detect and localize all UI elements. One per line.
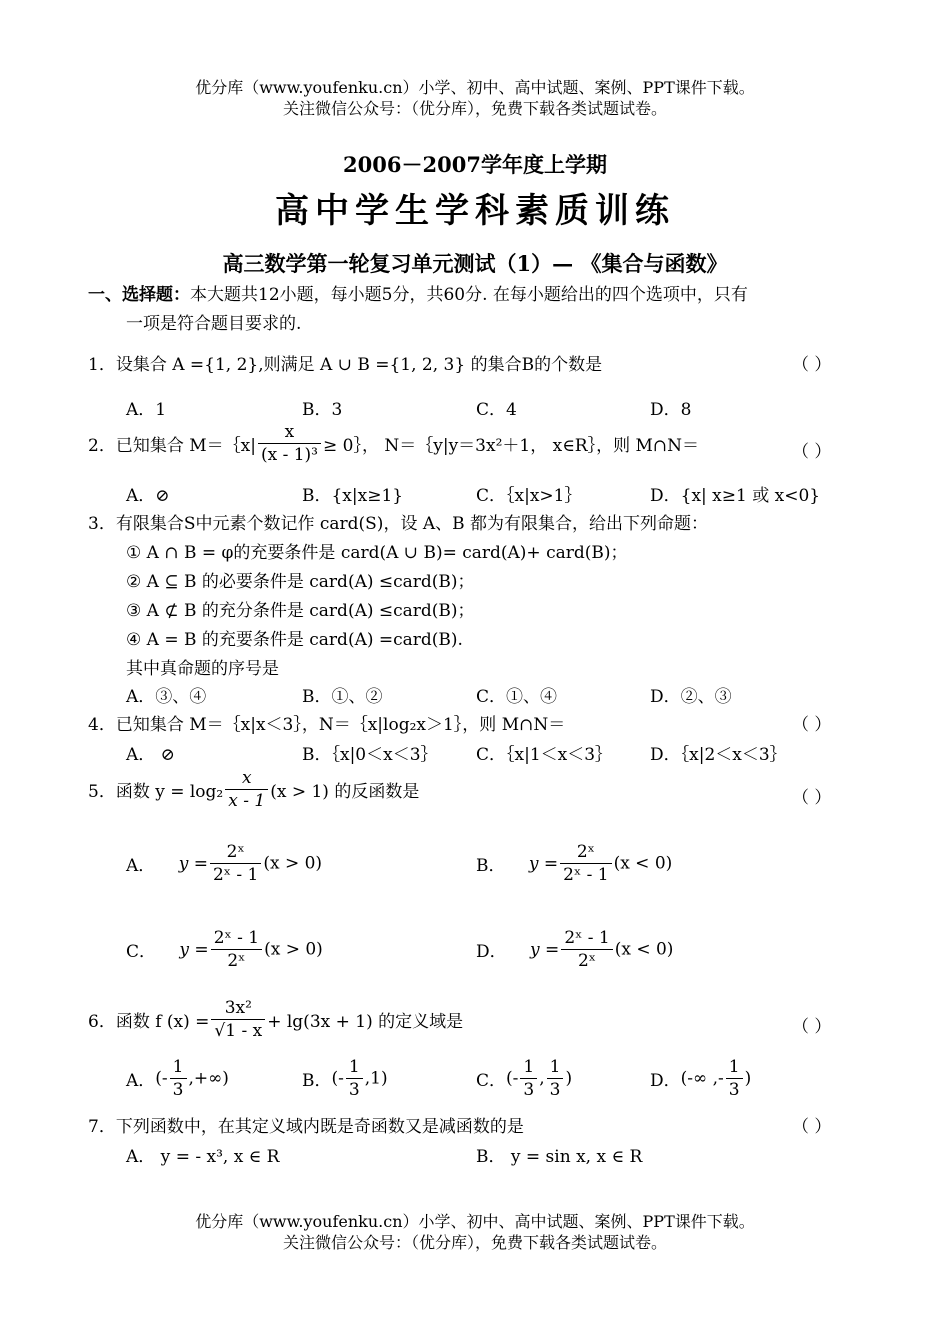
q7-answer-blank: （ ） [792, 1117, 832, 1137]
q1-option-c: C．4 [476, 400, 517, 420]
q4-option-a: A． ⊘ [126, 745, 175, 765]
q5-c-pre: y = [179, 939, 209, 960]
q5-b-den: 2ˣ - 1 [563, 865, 609, 885]
q5-d-post: (x < 0) [614, 939, 674, 960]
q5-stem [88, 767, 419, 812]
q3-option-b: B．①、② [302, 687, 383, 707]
q6-stem [88, 997, 463, 1042]
q5-d-fraction [561, 927, 612, 972]
q2-stem-post: ≥ 0｝， N＝｛y|y＝3x²＋1， x∈R｝，则 M∩N＝ [323, 436, 700, 456]
q6-d-pre: (-∞ ,- [680, 1068, 724, 1089]
q6-option-c [476, 1056, 572, 1101]
q6-option-d [650, 1056, 751, 1101]
q1-option-d: D．8 [650, 400, 692, 420]
q5-fraction [225, 767, 268, 812]
section-text-1: 本大题共12小题，每小题5分，共60分. 在每小题给出的四个选项中，只有 [190, 285, 748, 305]
q3-question: 其中真命题的序号是 [126, 659, 279, 679]
q6-b-post: ,1) [364, 1068, 388, 1089]
q3-option-c: C．①、④ [476, 687, 558, 707]
q5-c-post: (x > 0) [264, 939, 323, 960]
q6-a-label: A． [126, 1071, 156, 1091]
q6-c-fraction-2 [547, 1056, 564, 1101]
q6-d-post: ) [744, 1068, 752, 1089]
q3-proposition-1: ① A ∩ B = φ的充要条件是 card(A ∪ B)= card(A)+ card(B)； [126, 543, 628, 563]
q5-frac-den: x - 1 [228, 791, 266, 811]
q7-stem: 7．下列函数中，在其定义域内既是奇函数又是减函数的是 [88, 1117, 524, 1137]
q1-option-b: B．3 [302, 400, 343, 420]
q2-option-d: D．{x| x≥1 或 x<0} [650, 486, 821, 506]
q3-option-a: A．③、④ [126, 687, 207, 707]
q5-answer-blank: （ ） [792, 788, 832, 808]
q5-option-b [476, 841, 672, 886]
q4-answer-blank: （ ） [792, 715, 832, 735]
q1-answer-blank: （ ） [792, 355, 832, 375]
q7-option-a: A． y = - x³, x ∈ R [126, 1147, 280, 1167]
q5-c-num: 2ˣ - 1 [211, 927, 262, 950]
q5-option-c [126, 927, 323, 972]
q5-d-den: 2ˣ [577, 951, 597, 971]
q5-a-label: A． [126, 856, 156, 876]
q6-b-label: B． [302, 1071, 332, 1091]
title-year: 2006－2007学年度上学期 [343, 152, 607, 177]
page-subtitle: 高三数学第一轮复习单元测试（1）— 《集合与函数》 [222, 251, 728, 276]
q5-stem-pre: 5．函数 y = log₂ [88, 782, 224, 802]
q4-option-d: D．｛x|2＜x＜3｝ [650, 745, 787, 765]
q6-a-num: 1 [170, 1056, 187, 1079]
q3-proposition-3: ③ A ⊄ B 的充分条件是 card(A) ≤card(B)； [126, 601, 475, 621]
q6-a-pre: (- [155, 1068, 168, 1089]
q3-proposition-2: ② A ⊆ B 的必要条件是 card(A) ≤card(B)； [126, 572, 475, 592]
q6-c-fraction-1 [520, 1056, 537, 1101]
q3-proposition-4: ④ A = B 的充要条件是 card(A) =card(B). [126, 630, 463, 650]
q5-d-num: 2ˣ - 1 [561, 927, 612, 950]
q6-d-num: 1 [726, 1056, 743, 1079]
q6-a-fraction [170, 1056, 187, 1101]
section-label: 一、选择题： [88, 285, 190, 305]
q5-a-fraction [210, 841, 261, 886]
q6-b-den: 3 [348, 1080, 360, 1100]
q5-b-fraction [560, 841, 611, 886]
q6-d-fraction [726, 1056, 743, 1101]
q5-option-d [476, 927, 673, 972]
q1-option-a: A．1 [126, 400, 167, 420]
q2-stem-pre: 2．已知集合 M＝｛x| [88, 436, 256, 456]
q5-c-den: 2ˣ [227, 951, 246, 971]
q5-b-label: B． [476, 856, 506, 876]
q5-a-post: (x > 0) [263, 853, 323, 874]
q4-stem: 4．已知集合 M＝｛x|x＜3｝，N＝｛x|log₂x＞1｝，则 M∩N＝ [88, 715, 566, 735]
q2-option-c: C．｛x|x>1｝ [476, 486, 582, 506]
q6-option-b [302, 1056, 388, 1101]
q5-a-pre: y = [178, 853, 208, 874]
q5-a-num: 2ˣ [210, 841, 261, 864]
footer-line-1: 优分库（www.youfenku.cn）小学、初中、高中试题、案例、PPT课件下载。 [195, 1212, 755, 1231]
q6-stem-pre: 6．函数 f (x) = [88, 1012, 210, 1032]
footer-line-2: 关注微信公众号：（优分库），免费下载各类试题试卷。 [282, 1233, 667, 1252]
section-instructions [88, 280, 748, 305]
q6-fraction [211, 997, 265, 1042]
page-title: 高中学生学科素质训练 [275, 191, 675, 231]
q3-option-d: D．②、③ [650, 687, 732, 707]
q6-a-den: 3 [172, 1080, 184, 1100]
q6-c-den: 3 [523, 1080, 535, 1100]
q6-c-pre: (- [506, 1068, 519, 1089]
q7-option-b: B． y = sin x, x ∈ R [476, 1147, 643, 1167]
q5-a-den: 2ˣ - 1 [212, 865, 259, 885]
q6-c-num: 1 [520, 1056, 537, 1079]
q6-b-num: 1 [346, 1056, 363, 1079]
q6-c-num2: 1 [547, 1056, 564, 1079]
q6-frac-num: 3x² [211, 997, 265, 1020]
q5-d-pre: y = [530, 939, 560, 960]
q6-c-den2: 3 [549, 1080, 561, 1100]
q6-option-a [126, 1056, 229, 1101]
header-line-2: 关注微信公众号：（优分库），免费下载各类试题试卷。 [282, 99, 667, 118]
q6-b-pre: (- [331, 1068, 344, 1089]
q6-d-den: 3 [728, 1080, 740, 1100]
q6-stem-post: + lg(3x + 1) 的定义域是 [267, 1012, 464, 1032]
q5-frac-num: x [225, 767, 268, 790]
q2-answer-blank: （ ） [792, 442, 832, 462]
q2-frac-num: x [258, 421, 321, 444]
header-line-1: 优分库（www.youfenku.cn）小学、初中、高中试题、案例、PPT课件下载。 [195, 78, 755, 97]
q6-c-post: ) [565, 1068, 573, 1089]
q2-frac-den: (x - 1)³ [260, 445, 318, 465]
section-text-2: 一项是符合题目要求的. [126, 314, 302, 334]
q6-b-fraction [346, 1056, 363, 1101]
q6-answer-blank: （ ） [792, 1017, 832, 1037]
q5-d-label: D． [476, 942, 507, 962]
q2-option-b: B．{x|x≥1} [302, 486, 404, 506]
q6-c-mid: , [539, 1068, 545, 1089]
q1-stem: 1．设集合 A ={1, 2},则满足 A ∪ B ={1, 2, 3} 的集合B的个数是 [88, 355, 603, 375]
q2-stem [88, 421, 699, 466]
q4-option-b: B．｛x|0＜x＜3｝ [302, 745, 438, 765]
q4-option-c: C．｛x|1＜x＜3｝ [476, 745, 613, 765]
q2-fraction [258, 421, 321, 466]
q5-b-num: 2ˣ [560, 841, 611, 864]
q2-option-a: A．⊘ [126, 486, 170, 506]
q3-stem: 3．有限集合S中元素个数记作 card(S)，设 A、B 都为有限集合，给出下列命题： [88, 514, 709, 534]
q5-c-fraction [211, 927, 262, 972]
q5-option-a [126, 841, 322, 886]
q6-d-label: D． [650, 1071, 681, 1091]
q6-c-label: C． [476, 1071, 507, 1091]
q5-b-post: (x < 0) [613, 853, 673, 874]
q5-stem-post: (x > 1) 的反函数是 [270, 782, 420, 802]
q5-c-label: C． [126, 942, 157, 962]
q6-frac-den: √1 - x [214, 1021, 263, 1041]
q6-a-post: ,+∞) [188, 1068, 229, 1089]
q5-b-pre: y = [528, 853, 559, 874]
